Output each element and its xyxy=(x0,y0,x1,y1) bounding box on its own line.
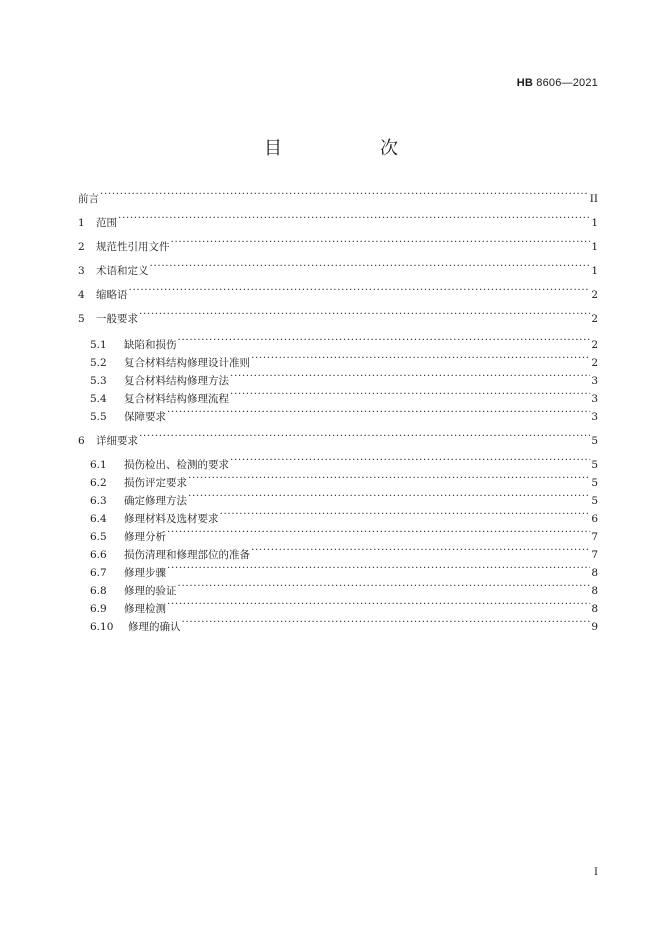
dot-leader xyxy=(167,404,590,420)
toc-entry-page: 5 xyxy=(591,459,598,471)
toc-entry-label: 修理分析 xyxy=(124,531,166,543)
toc-entry-page: 5 xyxy=(591,477,598,489)
toc-entry-page: 5 xyxy=(591,495,598,507)
toc-entry-page: 3 xyxy=(591,411,598,423)
toc-entry-page: 8 xyxy=(591,585,598,597)
toc-entry[interactable] xyxy=(90,614,598,633)
toc-entry-page: 2 xyxy=(591,357,598,369)
toc-entry[interactable] xyxy=(90,332,598,351)
toc-entry[interactable] xyxy=(90,524,598,543)
toc-entry-number: 6 xyxy=(78,435,85,447)
toc-entry[interactable] xyxy=(78,282,598,301)
dot-leader xyxy=(188,488,590,504)
dot-leader xyxy=(220,506,591,522)
toc-entry-label: 确定修理方法 xyxy=(124,495,187,507)
dot-leader xyxy=(251,350,590,366)
toc-entry-page: 3 xyxy=(591,393,598,405)
toc-entry-number: 6.3 xyxy=(90,495,107,507)
dot-leader xyxy=(178,578,591,594)
page-number: I xyxy=(594,867,598,878)
dot-leader xyxy=(139,428,590,444)
dot-leader xyxy=(100,186,589,202)
toc-entry-page: 3 xyxy=(591,375,598,387)
toc-entry-number: 5.5 xyxy=(90,411,107,423)
toc-entry[interactable] xyxy=(90,404,598,423)
toc-entry-number: 6.10 xyxy=(90,621,114,633)
toc-entry-label: 缺陷和损伤 xyxy=(124,339,177,351)
toc-entry-page: 1 xyxy=(591,241,598,253)
dot-leader xyxy=(171,234,591,250)
toc-entry-label: 修理材料及选材要求 xyxy=(124,513,219,525)
toc-entry-label: 损伤评定要求 xyxy=(124,477,187,489)
toc-entry-number: 6.1 xyxy=(90,459,107,471)
toc-entry-number: 6.4 xyxy=(90,513,107,525)
toc-entry[interactable] xyxy=(90,368,598,387)
toc-entry-label: 复合材料结构修理设计准则 xyxy=(124,357,250,369)
toc-entry[interactable] xyxy=(90,350,598,369)
toc-entry[interactable] xyxy=(90,596,598,615)
toc-entry-number: 1 xyxy=(78,217,85,229)
toc-entry[interactable] xyxy=(90,470,598,489)
toc-entry-page: 1 xyxy=(591,265,598,277)
toc-entry[interactable] xyxy=(78,234,598,253)
toc-entry-label: 范围 xyxy=(96,217,117,229)
toc-entry-number: 6.5 xyxy=(90,531,107,543)
toc-entry[interactable] xyxy=(90,386,598,405)
toc-entry-page: 9 xyxy=(591,621,598,633)
toc-entry-label: 损伤清理和修理部位的准备 xyxy=(124,549,250,561)
toc-entry-number: 6.9 xyxy=(90,603,107,615)
toc-entry-number: 5.1 xyxy=(90,339,107,351)
toc-entry-label: 术语和定义 xyxy=(96,265,149,277)
dot-leader xyxy=(230,368,590,384)
toc-entry[interactable] xyxy=(90,506,598,525)
toc-entry-label: 缩略语 xyxy=(96,289,128,301)
dot-leader xyxy=(188,470,590,486)
toc-entry-label: 复合材料结构修理方法 xyxy=(124,375,229,387)
toc-entry[interactable] xyxy=(78,186,598,205)
toc-entry-page: 1 xyxy=(591,217,598,229)
dot-leader xyxy=(167,596,590,612)
toc-entry-label: 一般要求 xyxy=(96,313,138,325)
toc-entry-label: 详细要求 xyxy=(96,435,138,447)
toc-entry-page: 2 xyxy=(591,339,598,351)
toc-entry-number: 5.4 xyxy=(90,393,107,405)
toc-entry-label: 损伤检出、检测的要求 xyxy=(124,459,229,471)
toc-entry-label: 修理检测 xyxy=(124,603,166,615)
toc-entry-label: 规范性引用文件 xyxy=(96,241,170,253)
toc-entry-number: 2 xyxy=(78,241,85,253)
toc-entry-number: 3 xyxy=(78,265,85,277)
dot-leader xyxy=(230,386,590,402)
toc-entry-label: 修理步骤 xyxy=(124,567,166,579)
toc-entry-label: 修理的验证 xyxy=(124,585,177,597)
toc-entry-label: 保障要求 xyxy=(124,411,166,423)
toc-entry-page: II xyxy=(589,193,598,205)
toc-entry-page: 7 xyxy=(591,549,598,561)
dot-leader xyxy=(167,524,590,540)
toc-entry-page: 8 xyxy=(591,567,598,579)
toc-entry-number: 6.6 xyxy=(90,549,107,561)
toc-entry[interactable] xyxy=(90,560,598,579)
toc-entry[interactable] xyxy=(90,488,598,507)
toc-entry-number: 5.2 xyxy=(90,357,107,369)
toc-entry[interactable] xyxy=(90,452,598,471)
toc-entry-page: 8 xyxy=(591,603,598,615)
toc-entry-label: 修理的确认 xyxy=(128,621,181,633)
toc-entry[interactable] xyxy=(78,258,598,277)
toc-entry[interactable] xyxy=(78,306,598,325)
dot-leader xyxy=(129,282,591,298)
toc-entry[interactable] xyxy=(90,578,598,597)
toc-entry-label: 复合材料结构修理流程 xyxy=(124,393,229,405)
toc-entry[interactable] xyxy=(78,428,598,447)
toc-entry-label: 前言 xyxy=(78,193,99,205)
dot-leader xyxy=(167,560,590,576)
toc-entry-page: 2 xyxy=(591,289,598,301)
dot-leader xyxy=(182,614,591,630)
toc-entry-number: 5.3 xyxy=(90,375,107,387)
standard-code xyxy=(517,77,598,89)
standard-prefix: HB xyxy=(516,77,533,89)
dot-leader xyxy=(118,210,590,226)
toc-entry-page: 6 xyxy=(591,513,598,525)
toc-entry-number: 6.7 xyxy=(90,567,107,579)
dot-leader xyxy=(139,306,590,322)
toc-entry-page: 7 xyxy=(591,531,598,543)
dot-leader xyxy=(230,452,590,468)
toc-entry-page: 5 xyxy=(591,435,598,447)
page-title: 目 次 xyxy=(264,138,438,159)
dot-leader xyxy=(251,542,590,558)
standard-number: 8606—2021 xyxy=(536,77,598,89)
toc-entry[interactable] xyxy=(78,210,598,229)
toc-entry-number: 4 xyxy=(78,289,85,301)
toc-entry-number: 6.8 xyxy=(90,585,107,597)
toc-entry-number: 5 xyxy=(78,313,85,325)
dot-leader xyxy=(150,258,591,274)
toc-entry-page: 2 xyxy=(591,313,598,325)
dot-leader xyxy=(178,332,591,348)
toc-entry[interactable] xyxy=(90,542,598,561)
toc-entry-number: 6.2 xyxy=(90,477,107,489)
